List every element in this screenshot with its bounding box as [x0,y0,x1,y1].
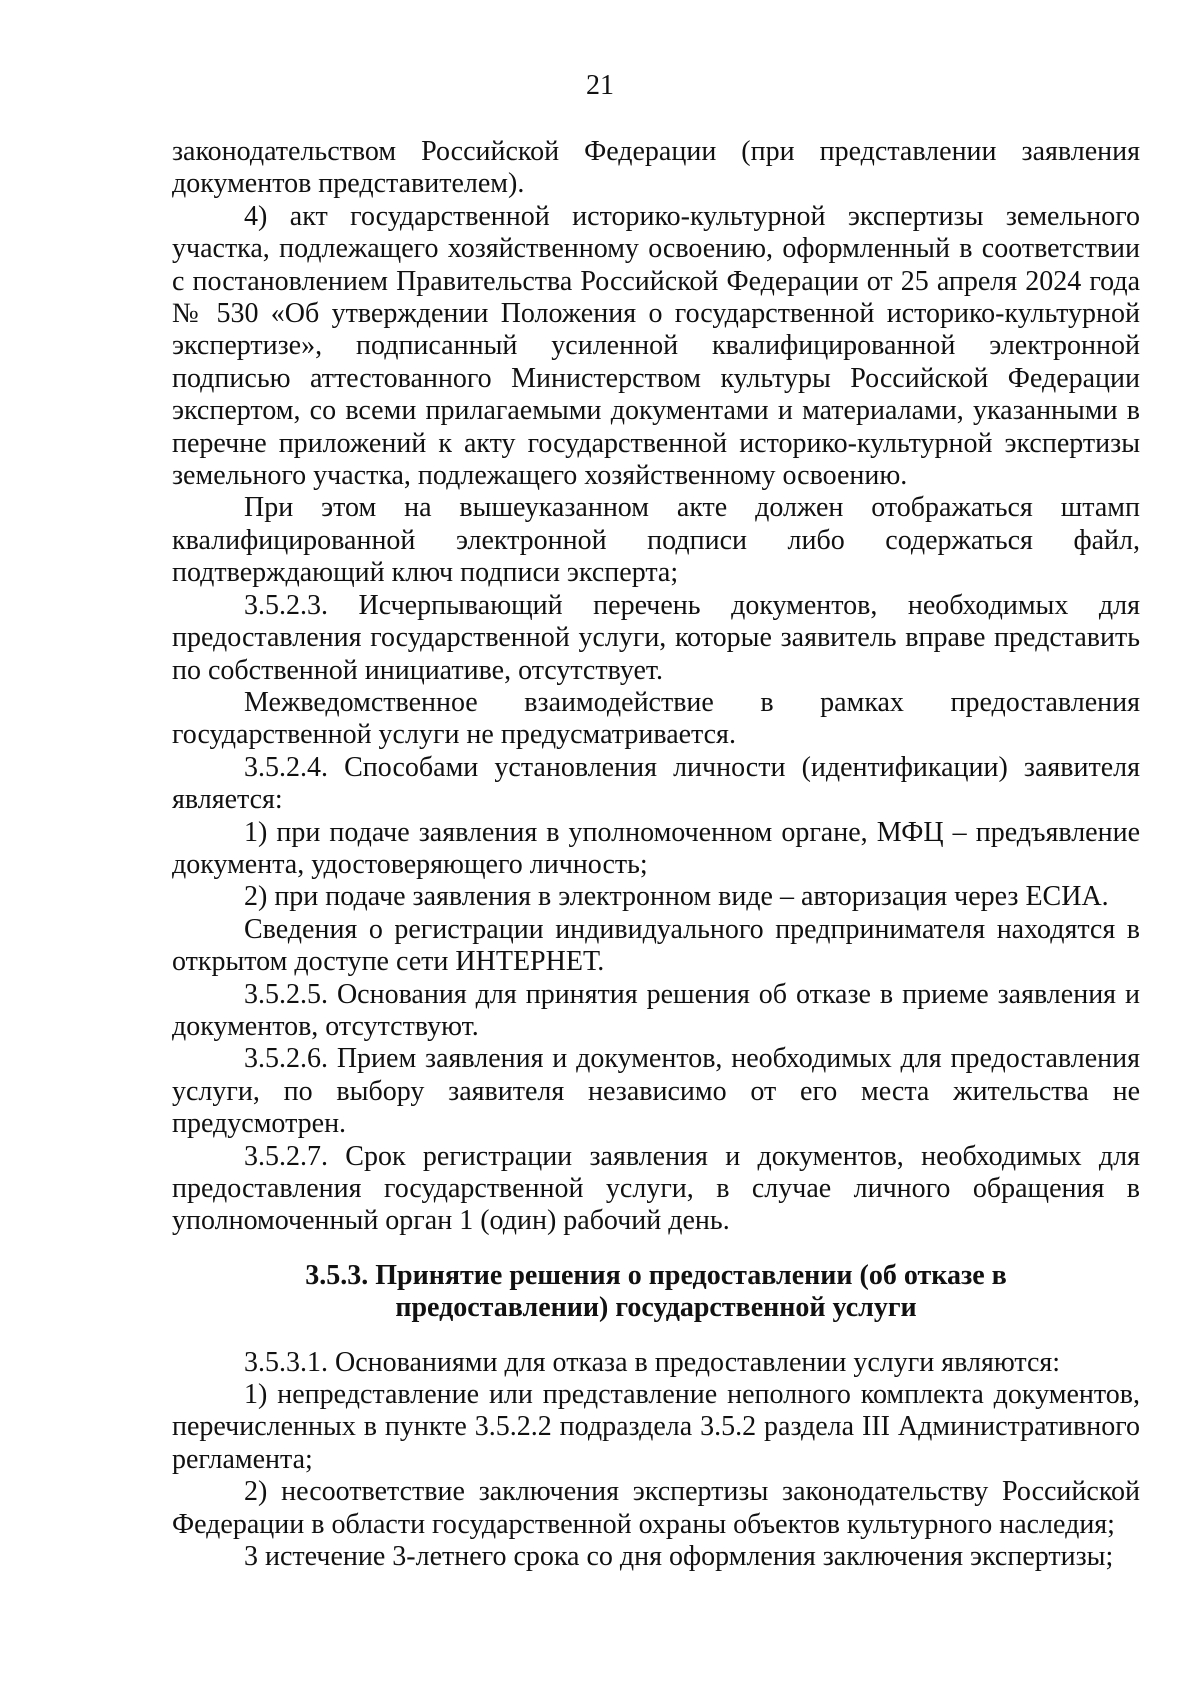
paragraph: законодательством Российской Федерации (при представлении заявления документов представителем). [172,136,1140,200]
paragraph: 3.5.2.7. Срок регистрации заявления и документов, необходимых для предоставления государственной услуги, в случае личного обращения в уполномоченный орган 1 (один) рабочий день. [172,1140,1140,1237]
document-body [172,136,1140,1573]
section-heading-line: предоставлении) государственной услуги [395,1292,917,1324]
paragraph: Межведомственное взаимодействие в рамках предоставления государственной услуги не предусматривается. [172,686,1140,751]
paragraph: 1) при подаче заявления в уполномоченном органе, МФЦ – предъявление документа, удостоверяющего личность; [172,816,1140,880]
paragraph: 3.5.3.1. Основаниями для отказа в предоставлении услуги являются: [244,1346,1061,1378]
paragraph: Сведения о регистрации индивидуального предпринимателя находятся в открытом доступе сети ИНТЕРНЕТ. [172,913,1140,978]
section-heading [172,1260,1140,1325]
section-heading-line: 3.5.3. Принятие решения о предоставлении (об отказе в [305,1259,1007,1291]
paragraph: 1) непредставление или представление неполного комплекта документов, перечисленных в пункте 3.5.2.2 подраздела 3.5.2 раздела III Административного регламента; [172,1379,1140,1475]
paragraph: 2) несоответствие заключения экспертизы законодательству Российской Федерации в области государственной охраны объектов культурного наследия; [172,1476,1140,1540]
paragraph: 3.5.2.4. Способами установления личности (идентификации) заявителя является: [172,751,1140,816]
paragraph: 3 истечение 3-летнего срока со дня оформления заключения экспертизы; [244,1541,1114,1573]
paragraph: 3.5.2.5. Основания для принятия решения об отказе в приеме заявления и документов, отсутствуют. [172,978,1140,1042]
paragraph: 2) при подаче заявления в электронном виде – авторизация через ЕСИА. [244,881,1109,913]
paragraph: 4) акт государственной историко-культурной экспертизы земельного участка, подлежащего хозяйственному освоению, оформленный в соответствии с постановлением Правительства Российской Федерации от 25 апреля 2024 года № 530 «Об утверждении Положения о государственной историко-культурной экспертизе», подписанный усиленной квалифицированной электронной подписью аттестованного Министерством культуры Российской Федерации экспертом, со всеми прилагаемыми документами и материалами, указанными в перечне приложений к акту государственной историко-культурной экспертизы земельного участка, подлежащего хозяйственному освоению. [172,200,1140,492]
page-number: 21 [586,70,614,101]
paragraph: При этом на вышеуказанном акте должен отображаться штамп квалифицированной электронной подписи либо содержаться файл, подтверждающий ключ подписи эксперта; [172,492,1140,589]
paragraph: 3.5.2.6. Прием заявления и документов, необходимых для предоставления услуги, по выбору заявителя независимо от его места жительства не предусмотрен. [172,1043,1140,1140]
paragraph: 3.5.2.3. Исчерпывающий перечень документов, необходимых для предоставления государственной услуги, которые заявитель вправе представить по собственной инициативе, отсутствует. [172,589,1140,686]
